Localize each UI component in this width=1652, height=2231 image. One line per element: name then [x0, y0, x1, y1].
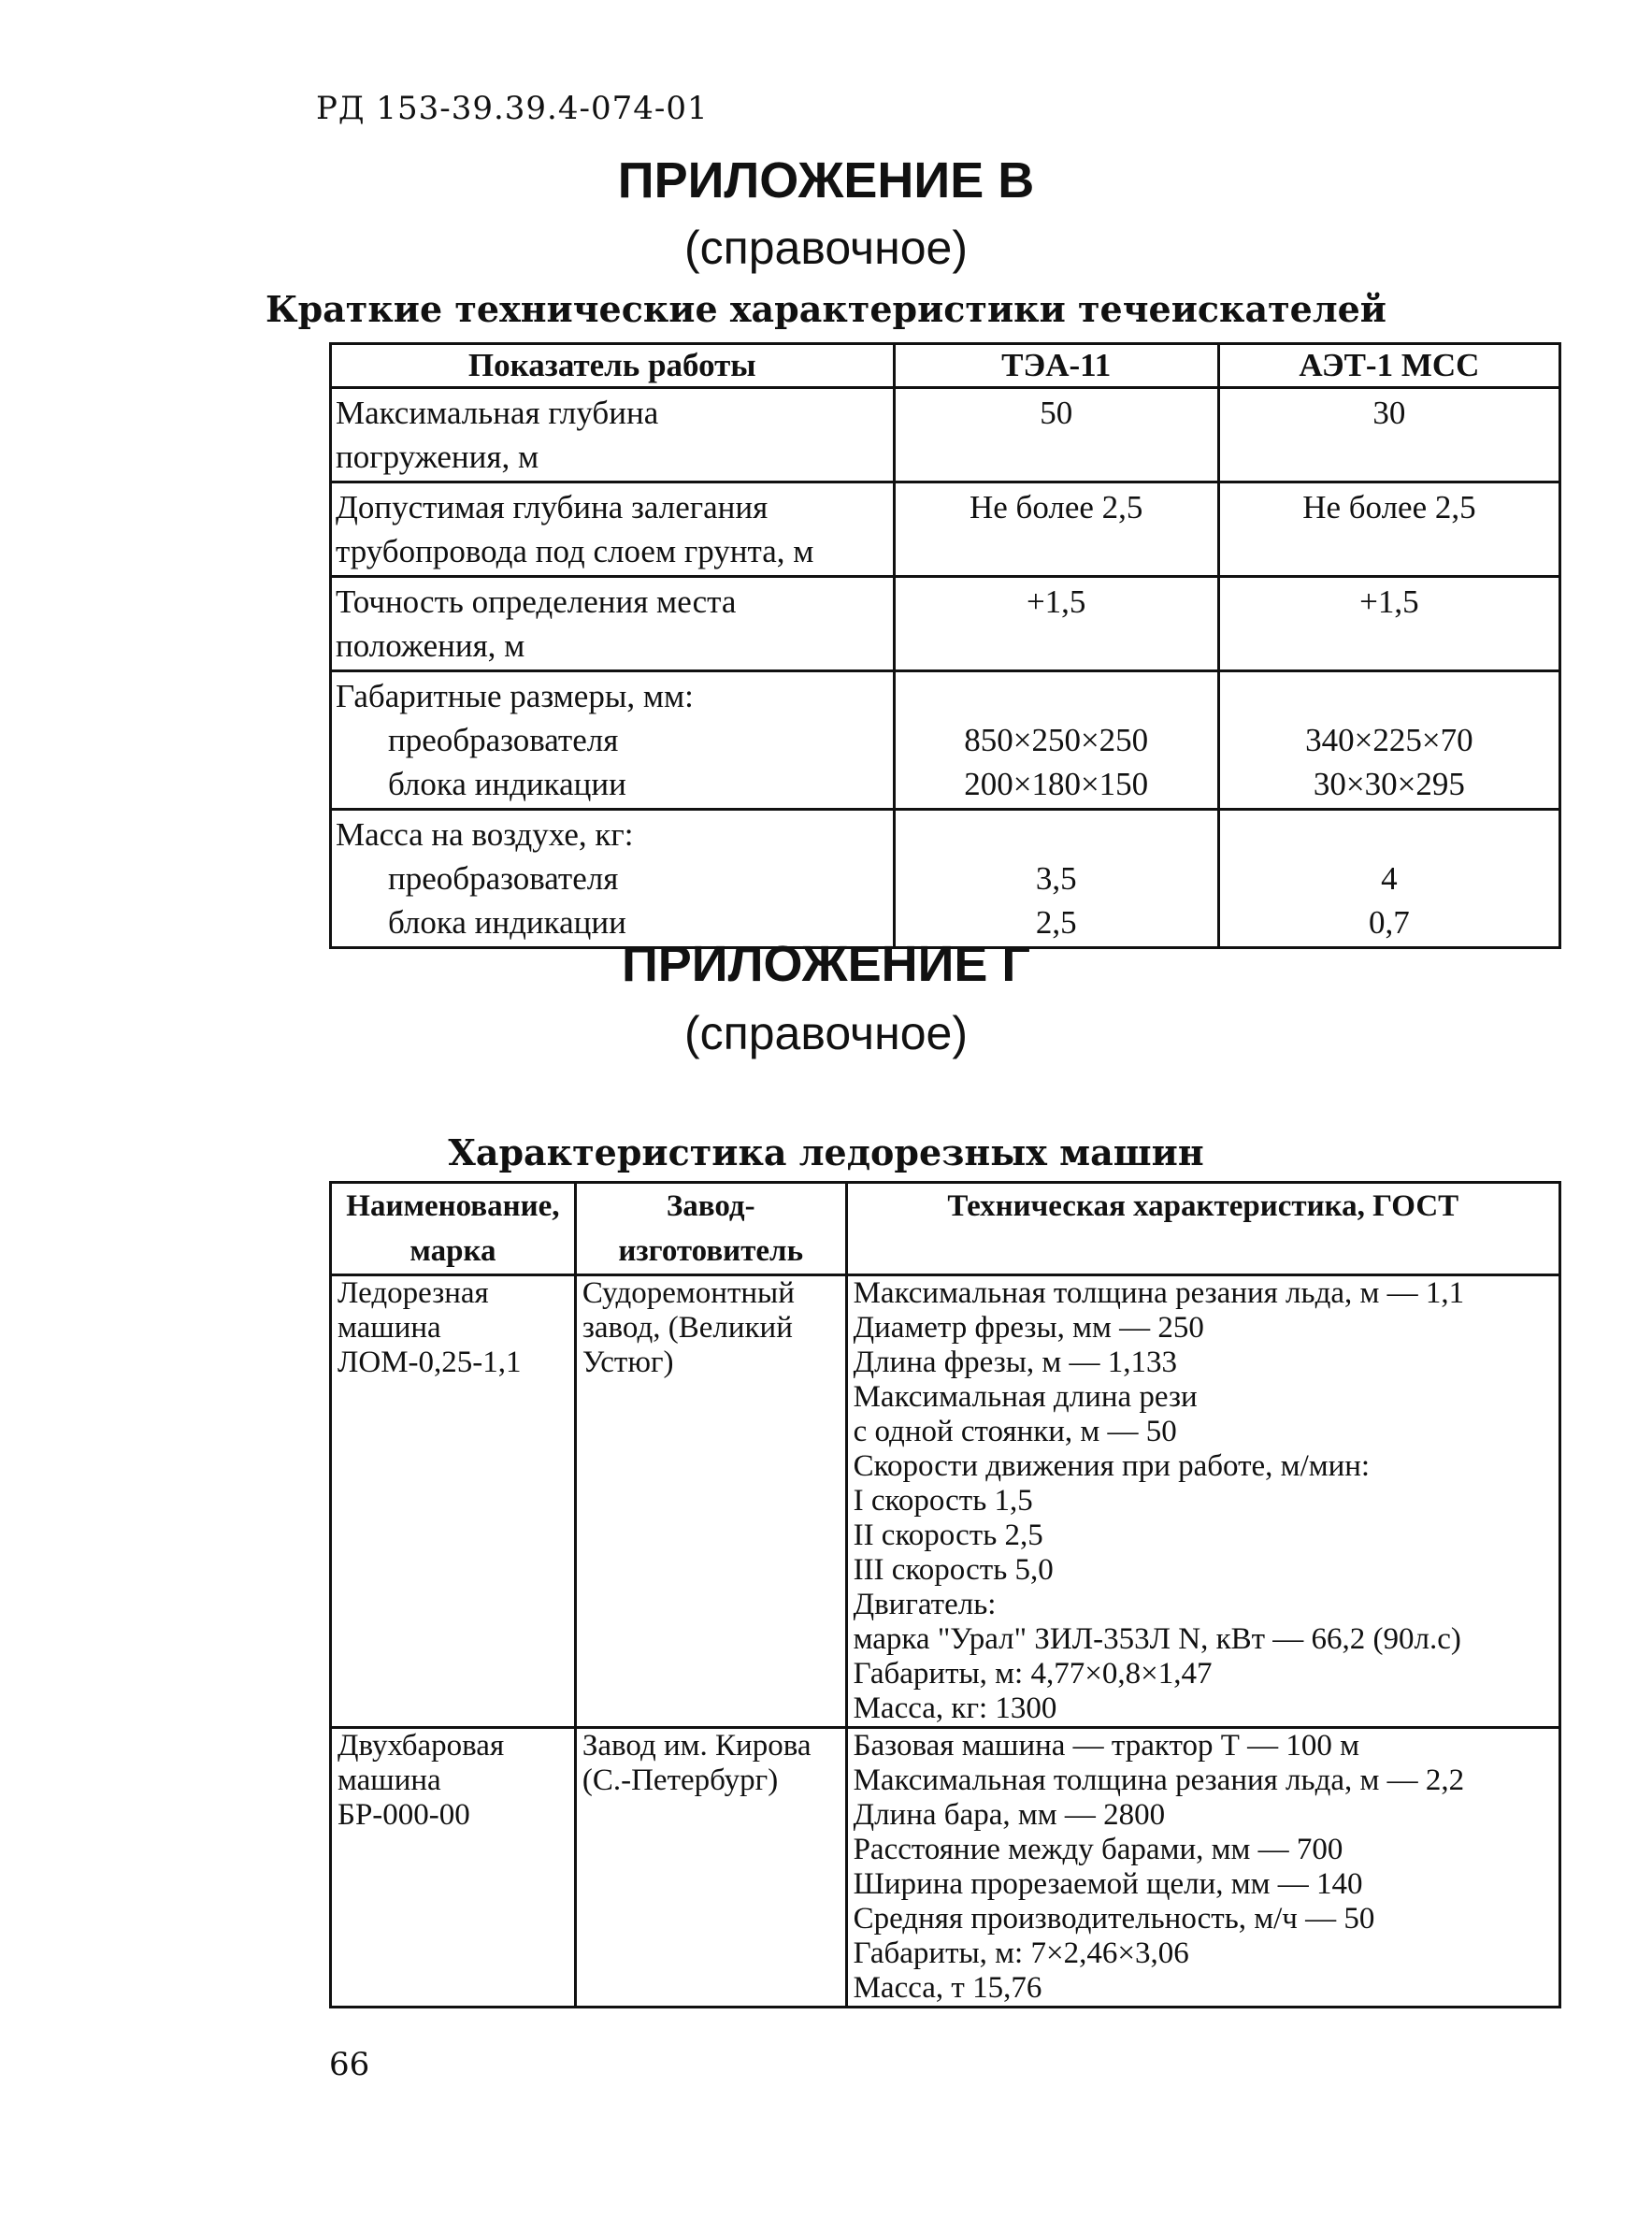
table-header-row: [331, 1183, 1560, 1275]
tea-value: 50: [894, 388, 1218, 482]
row-label: Максимальная глубина погружения, м: [331, 388, 895, 482]
column-header: Завод-изготовитель: [575, 1183, 846, 1275]
row-label: Точность определения места положения, м: [331, 577, 895, 671]
aet-value: +1,5: [1218, 577, 1559, 671]
machine-name: Двухбаровая машина БР-000-00: [331, 1728, 576, 2008]
table-row: [331, 1275, 1560, 1728]
tea-value: Не более 2,5: [894, 482, 1218, 577]
appendix-b-subtitle: (справочное): [684, 222, 968, 274]
column-header: ТЭА-11: [894, 344, 1218, 388]
table-row: [331, 388, 1560, 482]
column-header: Техническая характеристика, ГОСТ: [846, 1183, 1559, 1275]
appendix-b-title: ПРИЛОЖЕНИЕ В: [617, 152, 1035, 209]
aet-value: 4 0,7: [1218, 810, 1559, 948]
table-row: [331, 1728, 1560, 2008]
document-code: РД 153-39.39.4-074-01: [316, 90, 709, 127]
aet-value: 340×225×70 30×30×295: [1218, 671, 1559, 810]
column-header: АЭТ-1 МСС: [1218, 344, 1559, 388]
tea-value: 850×250×250 200×180×150: [894, 671, 1218, 810]
tea-value: +1,5: [894, 577, 1218, 671]
tea-value: 3,5 2,5: [894, 810, 1218, 948]
leak-detector-table: [329, 342, 1561, 949]
table-row: [331, 671, 1560, 810]
appendix-g-subtitle: (справочное): [684, 1007, 968, 1059]
row-label: Масса на воздухе, кг: преобразователя блока индикации: [331, 810, 895, 948]
specifications: Максимальная толщина резания льда, м — 1,1 Диаметр фрезы, мм — 250 Длина фрезы, м — 1,133 Максимальная длина рези с одной стоянки, м — 50 Скорости движения при работе, м/мин: I скорость 1,5 II скорость 2,5 III скорость 5,0 Двигатель: марка "Урал" ЗИЛ-353Л N, кВт — 66,2 (90л.с) Габариты, м: 4,77×0,8×1,47 Масса, кг: 1300: [846, 1275, 1559, 1728]
manufacturer: Судоремонтный завод, (Великий Устюг): [575, 1275, 846, 1728]
row-label: Габаритные размеры, мм: преобразователя блока индикации: [331, 671, 895, 810]
ice-cutter-table-caption: Характеристика ледорезных машин: [448, 1131, 1204, 1173]
table-row: [331, 810, 1560, 948]
leak-detector-table-caption: Краткие технические характеристики течеискателей: [266, 288, 1386, 330]
specifications: Базовая машина — трактор Т — 100 м Максимальная толщина резания льда, м — 2,2 Длина бара, мм — 2800 Расстояние между барами, мм — 700 Ширина прорезаемой щели, мм — 140 Средняя производительность, м/ч — 50 Габариты, м: 7×2,46×3,06 Масса, т 15,76: [846, 1728, 1559, 2008]
aet-value: 30: [1218, 388, 1559, 482]
aet-value: Не более 2,5: [1218, 482, 1559, 577]
appendix-g-title: ПРИЛОЖЕНИЕ Г: [621, 936, 1031, 992]
manufacturer: Завод им. Кирова (С.-Петербург): [575, 1728, 846, 2008]
page-number: 66: [329, 2046, 370, 2083]
column-header: Показатель работы: [331, 344, 895, 388]
row-label: Допустимая глубина залегания трубопровода под слоем грунта, м: [331, 482, 895, 577]
table-row: [331, 482, 1560, 577]
ice-cutter-table: [329, 1181, 1561, 2008]
table-row: [331, 577, 1560, 671]
column-header: Наименование, марка: [331, 1183, 576, 1275]
table-header-row: [331, 344, 1560, 388]
machine-name: Ледорезная машина ЛОМ-0,25-1,1: [331, 1275, 576, 1728]
